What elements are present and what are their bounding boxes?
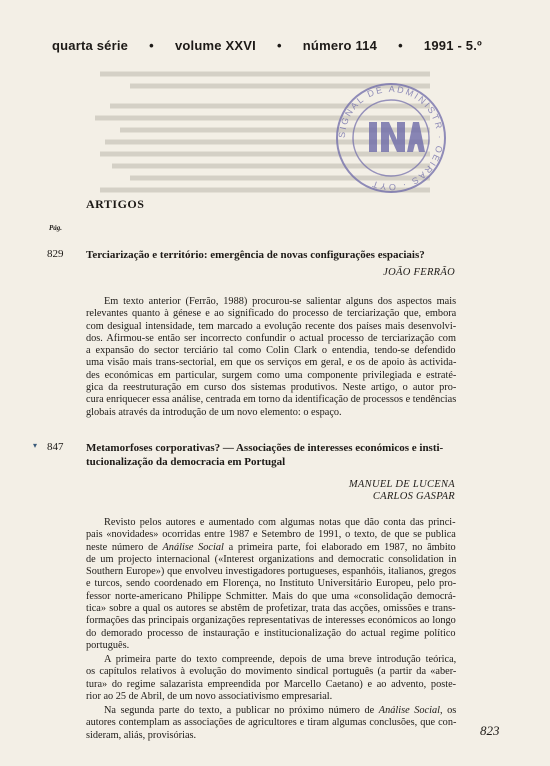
abstract-line: Revisto pelos autores e aumentado com algumas notas que dão conta das princi- [104, 517, 456, 528]
abstract-line: gica da reestruturação em curso dos sistemas produtivos. Neste artigo, o autor pro- [86, 382, 457, 394]
abstract-line: relevantes quanto à génese e ao significado do processo de terciarização que, embora [86, 308, 457, 320]
author-name: MANUEL DE LUCENA [348, 479, 455, 490]
abstract-line: pais «novidades» ocorridas entre 1987 e Setembro de 1991, o texto, de que se publica [86, 529, 456, 541]
abstract-line: tica» sobre a qual os autores se abstêm de profetizar, trata das acções, omissões e trans- [86, 603, 456, 615]
abstract-line: cura enriquecer essa análise, centrada em torno da identificação de processos e tendências [86, 394, 457, 406]
abstract-line: globais através da introdução de um novo elemento: o espaço. [86, 406, 342, 418]
stamp-ring-text: SIGNAL DE ADMINISTR · OEIRAS · OYT [336, 83, 446, 193]
article-title [86, 248, 476, 262]
abstract-line: uma visão mais trans-sectorial, em que os serviços em geral, e os de apoio às activida- [86, 357, 457, 369]
year-label: 1991 - 5.º [423, 38, 482, 53]
article-abstract [86, 654, 456, 703]
header-separator: • [398, 38, 403, 53]
margin-mark-icon: ▾ [33, 441, 38, 450]
page-column-label: Pág. [49, 224, 63, 232]
stamp-seal-icon [333, 80, 449, 196]
abstract-line: com desigual intensidade, tem marcado a evolução recente dos países mais desenvolvi- [86, 320, 457, 332]
header-separator: • [149, 38, 154, 53]
abstract-line: des económicas em particular, surgem como uma componente privilegiada e estraté- [86, 369, 457, 381]
abstract-line: A primeira parte do texto compreende, depois de uma breve introdução teórica, [104, 654, 457, 665]
article-abstract [86, 296, 456, 419]
volume-label: volume XXVI [174, 38, 256, 53]
article-title-line: tucionalização da democracia em Portugal [86, 456, 286, 468]
article-author [383, 267, 455, 279]
header-separator: • [276, 38, 282, 53]
article-page-number: 829 [47, 248, 64, 260]
article-abstract [86, 705, 456, 742]
abstract-line: neste número de Análise Social a primeira parte, foi elaborado em 1987, no âmbito [86, 541, 456, 553]
abstract-line: os capítulos relativos à evolução do movimento sindical português (a partir da «aber- [86, 666, 457, 678]
abstract-line: fessor norte-americano Philippe Schmitter. Mais do que uma «consolidação democrá- [86, 590, 456, 602]
article-title-line: Metamorfoses corporativas? — Associações de interesses económicos e insti- [86, 442, 444, 454]
abstract-line: Em texto anterior (Ferrão, 1988) procurou-se salientar alguns dos aspectos mais [104, 296, 457, 307]
abstract-line: português. [86, 639, 130, 651]
abstract-line: e turcos, sendo coordenado em Florença, no Instituto Universitário Europeu, pelo pro- [86, 578, 457, 590]
article-abstract [86, 517, 456, 652]
issue-number-label: número 114 [302, 38, 378, 53]
article-title-line: Terciarização e território: emergência de novas configurações espaciais? [86, 249, 425, 261]
abstract-line: dos. Afirmou-se então ser incorrecto confundir o actual processo de terciarização com [86, 332, 456, 344]
page-number: 823 [480, 723, 500, 738]
abstract-line: do demorado processo de instauração e institucionalização do actual regime político [86, 627, 456, 639]
author-name: CARLOS GASPAR [372, 491, 455, 502]
abstract-line: sideram, aliás, provisórias. [86, 729, 197, 741]
article-authors [349, 479, 455, 503]
issue-header [52, 38, 482, 53]
abstract-line: de um projecto internacional («Interest organizations and democratic consolidation in [86, 553, 457, 565]
author-name: JOÃO FERRÃO [383, 267, 455, 278]
article-title [86, 441, 486, 469]
abstract-line: formações das principais organizações representativas de interesses económicos ao longo [86, 615, 456, 627]
library-stamp [333, 80, 449, 196]
abstract-line: Southern Europe») que envolveu investigadores portugueses, espanhóis, italianos, gregos [86, 566, 457, 578]
abstract-line: a expansão do sector terciário tal como Colin Clark o entendia, tendo-se defendido [86, 345, 456, 357]
abstract-line: Na segunda parte do texto, a publicar no próximo número de Análise Social, os [104, 705, 457, 716]
abstract-line: tura» do regime salazarista empreendida por Marcello Caetano) e ao advento, poste- [86, 678, 457, 690]
abstract-line: autores contemplam as associações de agricultores e tiram algumas conclusões, que con- [86, 717, 457, 729]
section-title: ARTIGOS [86, 197, 145, 211]
series-label: quarta série [52, 38, 129, 53]
abstract-line: rior ao 25 de Abril, de um novo associativismo empresarial. [86, 690, 333, 702]
article-page-number: 847 [47, 441, 64, 453]
